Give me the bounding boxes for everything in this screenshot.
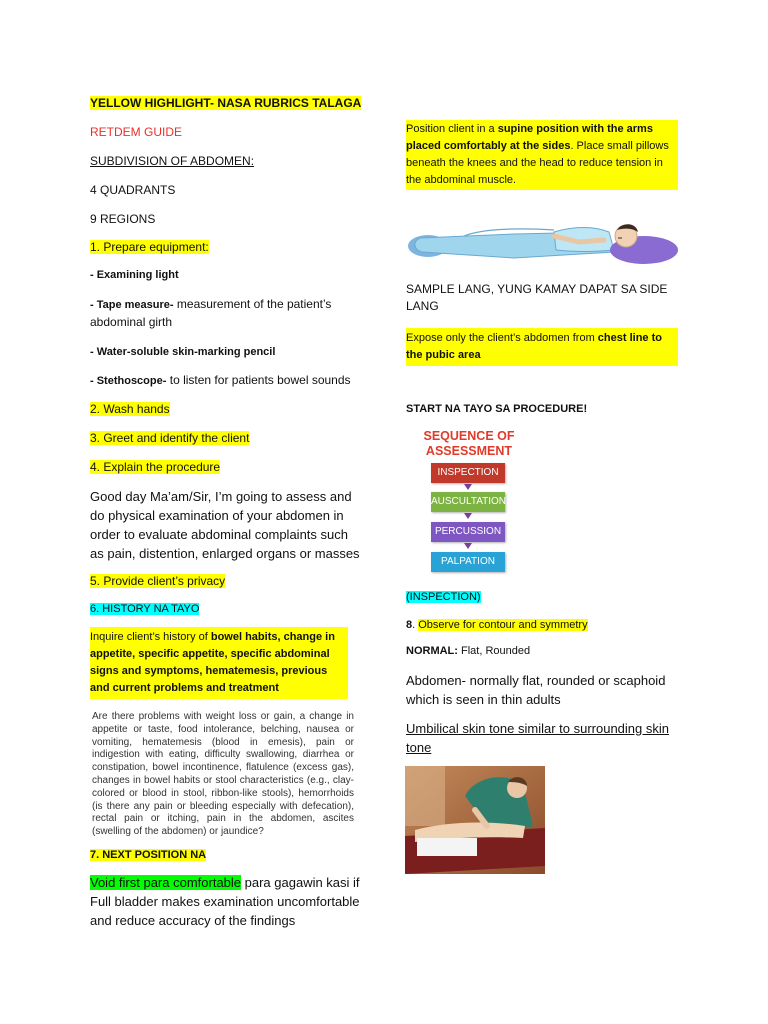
sample-note: SAMPLE LANG, YUNG KAMAY DAPAT SA SIDE LANG — [406, 282, 668, 313]
step-1-text: 1. Prepare equipment: — [90, 240, 209, 254]
subdivision-title: SUBDIVISION OF ABDOMEN: — [90, 154, 255, 168]
heading-text: YELLOW HIGHLIGHT- NASA RUBRICS TALAGA — [90, 96, 362, 110]
inspection-text: (INSPECTION) — [406, 591, 481, 603]
step-2 — [90, 401, 170, 418]
step-7 — [90, 847, 206, 864]
retdem-guide: RETDEM GUIDE — [90, 125, 183, 139]
expose-bold: chest line to the pubic area — [406, 332, 662, 361]
flow-step-percussion: PERCUSSION — [431, 522, 505, 542]
step-3-text: 3. Greet and identify the client — [90, 431, 250, 445]
normal-value: Flat, Rounded — [457, 645, 531, 657]
step-4 — [90, 459, 220, 476]
position-intro: Position client in a — [406, 123, 498, 135]
sequence-title-line1: SEQUENCE OF — [423, 429, 515, 443]
step-5-text: 5. Provide client’s privacy — [90, 574, 226, 588]
inspection-label — [406, 589, 481, 606]
step-1 — [90, 239, 209, 256]
step-7-text: 7. NEXT POSITION NA — [90, 849, 207, 861]
flow-step-palpation: PALPATION — [431, 552, 505, 572]
equipment-marking-pencil: - Water-soluble skin-marking pencil — [90, 346, 276, 358]
step-8: 8. Observe for contour and symmetry — [406, 619, 588, 631]
regions: 9 REGIONS — [90, 212, 156, 226]
stethoscope-desc: to listen for patients bowel sounds — [166, 373, 351, 387]
flow-arrow-1 — [464, 484, 472, 490]
void-first-note — [90, 873, 370, 930]
sequence-title-line2: ASSESSMENT — [425, 444, 513, 458]
void-first-highlight: Void first para comfortable — [90, 875, 242, 890]
quadrants: 4 QUADRANTS — [90, 183, 176, 197]
inquire-intro: Inquire client’s history of — [90, 631, 211, 643]
abdominal-exam-photo — [405, 766, 545, 874]
flow-step-inspection: INSPECTION — [431, 463, 505, 483]
step-8-number: 8 — [406, 619, 413, 631]
drape — [417, 838, 477, 856]
normal-label: NORMAL: — [406, 645, 458, 657]
start-procedure: START NA TAYO SA PROCEDURE! — [406, 403, 588, 415]
stethoscope-label: - Stethoscope- — [90, 375, 167, 387]
abdomen-contour-note: Abdomen- normally flat, rounded or scaphoid which is seen in thin adults — [406, 673, 666, 707]
expose-abdomen-note — [406, 328, 678, 366]
explain-script: Good day Ma’am/Sir, I’m going to assess and do physical examination of your abdomen in order to evaluate abdominal complaints such as pain, distention, enlarged organs or masses — [90, 489, 360, 561]
flow-arrow-3 — [464, 543, 472, 549]
equipment-tape-measure — [90, 296, 360, 331]
flow-step-auscultation: AUSCULTATION — [431, 492, 505, 512]
equipment-stethoscope — [90, 372, 351, 390]
step-2-text: 2. Wash hands — [90, 402, 170, 416]
scanned-history-questions: Are there problems with weight loss or gain, a change in appetite or taste, food intolerance, belching, nausea or vomiting, hematemesis (blood in emesis), pain or indigestion with eating, difficulty swallowing, diarrhea or constipation, bowel incontinence, flatulence (excess gas), changes in bowel habits or stool characteristics (e.g., clay-colored or blood in stool, ribbon-like stools), hemorrhoids (is there any pain or bleeding especially with defecation), rectal pain or itching, pain in the abdomen, ascites (swelling of the abdomen) or jaundice? — [92, 711, 354, 838]
tape-measure-desc: measurement of the patient’s abdominal girth — [90, 297, 332, 329]
position-bold: supine position with the arms placed comfortably at the sides — [406, 123, 653, 152]
void-first-rest: para gagawin kasi if Full bladder makes examination uncomfortable and reduce accuracy of the findings — [90, 875, 360, 928]
step-3 — [90, 430, 249, 447]
step-4-text: 4. Explain the procedure — [90, 460, 221, 474]
step-5 — [90, 573, 225, 590]
inquire-topics: bowel habits, change in appetite, specific appetite, specific abdominal signs and symptoms, hematemesis, previous and current problems and treatment — [90, 631, 335, 694]
inquire-history — [90, 627, 348, 699]
step-6-text: 6. HISTORY NA TAYO — [90, 603, 200, 615]
step-8-text: Observe for contour and symmetry — [418, 619, 588, 631]
tape-measure-label: - Tape measure- — [90, 299, 174, 311]
normal-findings — [406, 643, 530, 660]
umbilical-note: Umbilical skin tone similar to surrounding skin tone — [406, 721, 669, 755]
equipment-examining-light: - Examining light — [90, 269, 179, 281]
step-6 — [90, 601, 199, 618]
expose-intro: Expose only the client’s abdomen from — [406, 332, 598, 344]
heading-note — [90, 95, 361, 112]
position-rest: . Place small pillows beneath the knees and the head to reduce tension in the abdominal muscle. — [406, 140, 669, 186]
position-client-note — [406, 120, 678, 190]
flow-arrow-2 — [464, 513, 472, 519]
supine-patient-illustration — [404, 206, 680, 276]
sequence-title — [421, 429, 517, 459]
